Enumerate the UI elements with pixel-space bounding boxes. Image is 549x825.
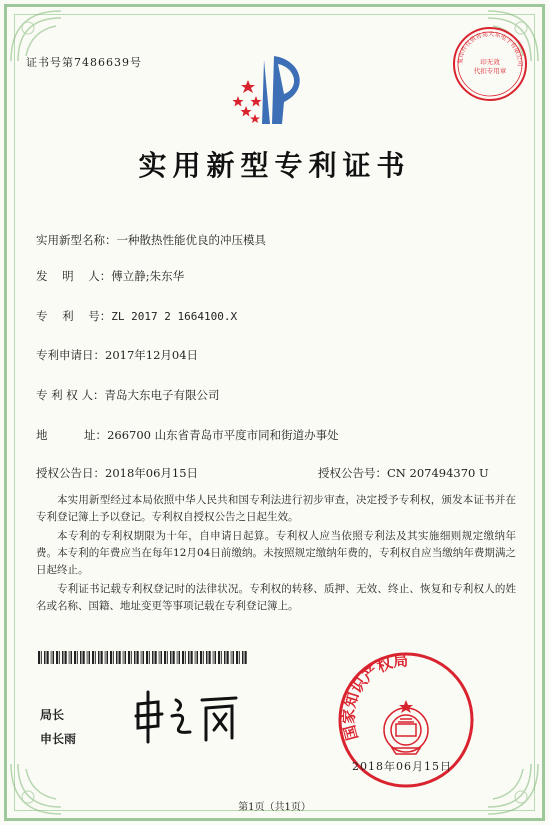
svg-text:印无效: 印无效 bbox=[480, 58, 500, 66]
grant-date-row bbox=[36, 465, 198, 481]
certificate-title: 实用新型专利证书 bbox=[138, 149, 411, 182]
field-label: 地 址： bbox=[36, 428, 108, 442]
page-number: 第1页（共1页） bbox=[238, 802, 311, 813]
field-label: 专 利 权 人： bbox=[36, 388, 105, 402]
grant-number-row bbox=[318, 465, 489, 481]
svg-text:代扣专用章: 代扣专用章 bbox=[473, 67, 507, 75]
field-value: 青岛大东电子有限公司 bbox=[104, 388, 220, 402]
statement-paragraphs bbox=[36, 492, 516, 615]
patentee-row bbox=[36, 387, 219, 403]
certificate-number: 证书号第7486639号 bbox=[26, 56, 142, 69]
svg-text:国家知识产权局: 国家知识产权局 bbox=[339, 651, 409, 743]
field-label: 授权公告号： bbox=[318, 466, 387, 480]
paragraph-legal-status: 专利证书记载专利权登记时的法律状况。专利权的转移、质押、无效、终止、恢复和专利权人的姓名或名称、国籍、地址变更等事项记载在专利登记簿上。 bbox=[36, 583, 516, 612]
field-label: 授权公告日： bbox=[36, 466, 105, 480]
filing-date-row bbox=[36, 347, 198, 363]
paragraph-grant: 本实用新型经过本局依照中华人民共和国专利法进行初步审查，决定授予专利权，颁发本证书并在专利登记簿上予以登记。专利权自授权公告之日起生效。 bbox=[36, 494, 516, 523]
field-value: 傅立静;朱东华 bbox=[111, 269, 185, 283]
svg-text:复印件仅供青岛大东电子有限公司使用: 复印件仅供青岛大东电子有限公司 bbox=[456, 30, 524, 67]
field-value: 266700 山东省青岛市平度市同和街道办事处 bbox=[107, 428, 339, 442]
inventor-row bbox=[36, 268, 184, 284]
address-row bbox=[36, 427, 339, 443]
handwritten-signature bbox=[128, 686, 248, 746]
utility-model-name-row bbox=[36, 232, 266, 248]
barcode bbox=[38, 651, 248, 664]
field-value: 2017年12月04日 bbox=[105, 348, 199, 362]
field-value: 一种散热性能优良的冲压模具 bbox=[116, 233, 266, 247]
paragraph-term: 本专利的专利权期限为十年，自申请日起算。专利权人应当依照专利法及其实施细则规定缴纳年费。本专利的年费应当在每年12月04日前缴纳。未按照规定缴纳年费的，专利权自应当缴纳年费期满之日起终止。 bbox=[36, 530, 516, 576]
director-name: 申长雨 bbox=[40, 732, 77, 746]
issue-date: 2018年06月15日 bbox=[352, 760, 452, 773]
field-label: 专 利 号： bbox=[36, 309, 112, 323]
patent-number-row bbox=[36, 308, 237, 324]
field-label: 发 明 人： bbox=[36, 269, 112, 283]
field-label: 实用新型名称： bbox=[36, 233, 117, 247]
field-value: 2018年06月15日 bbox=[105, 466, 199, 480]
field-value: ZL 2017 2 1664100.X bbox=[111, 310, 238, 323]
field-label: 专利申请日： bbox=[36, 348, 105, 362]
patent-office-emblem-icon bbox=[222, 50, 322, 130]
director-title: 局长 bbox=[40, 708, 65, 722]
certified-copy-seal-icon bbox=[450, 24, 530, 104]
field-value: CN 207494370 U bbox=[387, 466, 489, 480]
